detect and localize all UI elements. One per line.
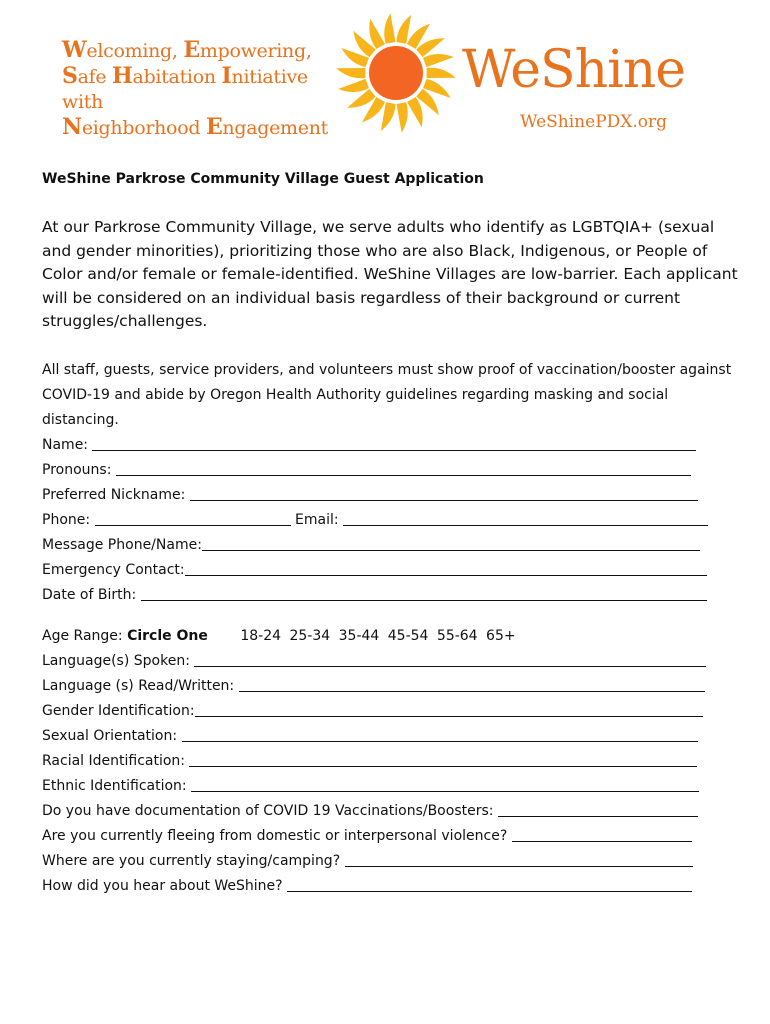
racial-field[interactable] xyxy=(189,750,697,767)
email-field[interactable] xyxy=(343,509,708,526)
sun-ray xyxy=(407,97,423,127)
gender-row xyxy=(42,699,732,724)
staying-label: Where are you currently staying/camping? xyxy=(42,853,341,869)
age-option[interactable]: 65+ xyxy=(486,628,516,644)
sun-ray xyxy=(396,102,407,132)
sun-ray xyxy=(381,102,396,131)
sun-ray xyxy=(423,54,454,67)
fleeing-violence-row xyxy=(42,824,732,849)
dob-row xyxy=(42,583,732,608)
emergency-contact-field[interactable] xyxy=(185,559,707,576)
covid-docs-row xyxy=(42,799,732,824)
phone-label: Phone: xyxy=(42,512,91,528)
covid-docs-field[interactable] xyxy=(498,800,698,817)
message-phone-label: Message Phone/Name: xyxy=(42,537,202,553)
racial-label: Racial Identification: xyxy=(42,753,186,769)
ethnic-label: Ethnic Identification: xyxy=(42,778,187,794)
ethnic-row xyxy=(42,774,732,799)
message-phone-field[interactable] xyxy=(202,534,700,551)
language-spoken-row xyxy=(42,649,732,674)
heard-about-field[interactable] xyxy=(287,875,692,892)
gender-field[interactable] xyxy=(195,700,703,717)
language-read-row xyxy=(42,674,732,699)
name-label: Name: xyxy=(42,437,89,453)
fleeing-violence-field[interactable] xyxy=(512,825,692,842)
staying-field[interactable] xyxy=(345,850,693,867)
email-label: Email: xyxy=(295,512,339,528)
intro-paragraph: At our Parkrose Community Village, we serve adults who identify as LGBTQIA+ (sexual and gender minorities), prioritizing those who are also Black, Indigenous, or People of Color and/or female or female-identified. WeShine Villages are low-barrier. Each applicant will be considered on an individual basis regardless of their background or current struggles/challenges. xyxy=(42,218,738,330)
age-option[interactable]: 18-24 xyxy=(240,628,282,644)
age-option[interactable]: 45-54 xyxy=(387,628,429,644)
pronouns-field[interactable] xyxy=(116,459,691,476)
header xyxy=(0,0,770,150)
age-range-options xyxy=(240,624,515,649)
language-read-field[interactable] xyxy=(239,675,705,692)
tagline-line-2: Safe Habitation Initiative with xyxy=(62,63,308,113)
tagline-line-1: Welcoming, Empowering, xyxy=(62,37,312,63)
heard-about-row xyxy=(42,874,732,899)
nickname-field[interactable] xyxy=(190,484,698,501)
nickname-label: Preferred Nickname: xyxy=(42,487,186,503)
website-link[interactable]: WeShinePDX.org xyxy=(520,112,668,132)
sun-core xyxy=(369,46,423,100)
age-option[interactable]: 35-44 xyxy=(338,628,380,644)
sexual-orientation-field[interactable] xyxy=(182,725,698,742)
name-field[interactable] xyxy=(92,434,696,451)
gender-label: Gender Identification: xyxy=(42,703,195,719)
emergency-contact-label: Emergency Contact: xyxy=(42,562,185,578)
covid-docs-label: Do you have documentation of COVID 19 Vaccinations/Boosters: xyxy=(42,803,494,819)
staying-row xyxy=(42,849,732,874)
fleeing-violence-label: Are you currently fleeing from domestic or interpersonal violence? xyxy=(42,828,508,844)
dob-field[interactable] xyxy=(141,584,707,601)
sexual-orientation-row xyxy=(42,724,732,749)
sun-ray xyxy=(338,79,369,92)
pronouns-row xyxy=(42,458,732,483)
application-form xyxy=(42,358,732,899)
dob-label: Date of Birth: xyxy=(42,587,137,603)
sun-ray xyxy=(336,68,365,78)
notice-paragraph: All staff, guests, service providers, and volunteers must show proof of vaccination/booster against COVID-19 and abide by Oregon Health Authority guidelines regarding masking and social distancing. xyxy=(42,362,732,428)
tagline-line-3: Neighborhood Engagement xyxy=(62,114,328,140)
language-read-label: Language (s) Read/Written: xyxy=(42,678,235,694)
phone-email-row xyxy=(42,508,732,533)
language-spoken-field[interactable] xyxy=(194,650,706,667)
sun-ray xyxy=(384,13,395,43)
language-spoken-label: Language(s) Spoken: xyxy=(42,653,190,669)
spacer xyxy=(42,608,732,624)
tagline xyxy=(62,38,342,141)
sun-logo-icon xyxy=(333,10,459,136)
age-option[interactable]: 25-34 xyxy=(289,628,331,644)
age-option[interactable]: 55-64 xyxy=(436,628,478,644)
pronouns-label: Pronouns: xyxy=(42,462,112,478)
phone-field[interactable] xyxy=(95,509,291,526)
nickname-row xyxy=(42,483,732,508)
sexual-orientation-label: Sexual Orientation: xyxy=(42,728,178,744)
sun-ray xyxy=(396,15,411,44)
age-range-row xyxy=(42,624,732,649)
emergency-contact-row xyxy=(42,558,732,583)
brand-name: WeShine xyxy=(462,40,685,100)
age-range-instruction: Circle One xyxy=(127,628,208,644)
ethnic-field[interactable] xyxy=(191,775,699,792)
sun-ray xyxy=(427,68,456,78)
heard-about-label: How did you hear about WeShine? xyxy=(42,878,283,894)
name-row xyxy=(42,433,732,458)
message-phone-row xyxy=(42,533,732,558)
sun-ray xyxy=(369,19,385,49)
racial-row xyxy=(42,749,732,774)
age-range-label: Age Range: xyxy=(42,628,123,644)
page-title: WeShine Parkrose Community Village Guest Application xyxy=(42,171,484,187)
